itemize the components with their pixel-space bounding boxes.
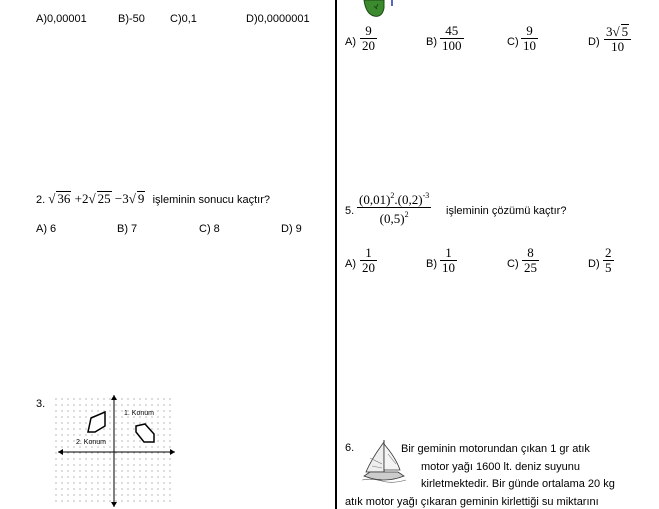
q5-a-num: 1 [365,245,372,260]
q5-b-den: 10 [442,260,455,275]
qtr-c-num: 9 [526,23,533,38]
q2-radicand-3: 9 [137,191,145,206]
qtr-label-c: C) [507,36,519,48]
q1-option-a[interactable]: A)0,00001 [36,13,87,25]
q5-numerator: $(0,01)^2.(0,2)^{-3}$ [359,191,430,207]
qtr-d-num: 3√ 5 [606,24,629,39]
q5-exp-den: 2 [404,210,409,219]
q2-number: 2. [36,194,46,206]
q5-number: 5. [345,205,355,217]
qtr-label-b: B) [426,36,437,48]
qtr-b-num: 45 [445,23,459,38]
qtr-option-a[interactable] [360,24,377,53]
q2-option-d[interactable]: D) 9 [281,223,302,235]
q2-option-c[interactable]: C) 8 [199,223,220,235]
qtr-option-b[interactable] [440,24,464,53]
q5-label-a: A) [345,258,356,270]
q5-exp-a: 2 [390,191,395,200]
qtr-option-d[interactable] [604,24,631,54]
q2-coef-3: 3 [122,191,129,206]
q2-option-b[interactable]: B) 7 [117,223,138,235]
qtr-d-radicand: 5 [621,24,629,39]
q2-expression: √ 36 +2√ 25 −3√ 9 [48,191,145,206]
cartoon-image [362,0,396,18]
q1-option-c[interactable]: C)0,1 [170,13,197,25]
q2-coef-2: 2 [81,191,89,206]
q5-option-a[interactable] [360,246,377,275]
q5-denominator [378,208,411,226]
qtr-option-c[interactable] [521,24,538,53]
qtr-c-den: 10 [523,38,536,53]
q6-number: 6. [345,442,355,454]
q5-text: işleminin çözümü kaçtır? [446,205,567,217]
coordinate-grid-figure [55,392,180,509]
q5-a-den: 20 [362,260,375,275]
q6-line-3: kirletmektedir. Bir günde ortalama 20 kg [421,478,615,490]
q6-line-4: atık motor yağı çıkaran geminin kirlettiği su miktarını [345,496,599,508]
q2-text: işleminin sonucu kaçtır? [152,194,270,206]
q5-d-num: 2 [605,245,612,260]
q2-option-a[interactable]: A) 6 [36,223,57,235]
q5-c-den: 25 [524,260,537,275]
qtr-b-den: 100 [442,38,462,53]
q5-expression [357,189,431,226]
qtr-a-num: 9 [365,23,372,38]
qtr-label-a: A) [345,36,356,48]
q5-option-d[interactable] [603,246,614,275]
label-2-konum: 2. Konum [76,439,106,446]
q6-line-1: Bir geminin motorundan çıkan 1 gr atık [401,443,590,455]
q6-line-2: motor yağı 1600 lt. deniz suyunu [421,461,580,473]
qtr-d-den: 10 [611,39,625,54]
q5-label-c: C) [507,258,519,270]
column-divider [335,0,337,509]
q5-exp-b: -3 [422,191,430,200]
q5-num-a: (0,01) [359,192,391,207]
sailboat-image [362,438,406,484]
label-1-konum: 1. Konum [124,410,154,417]
qtr-d-coef: 3 [606,24,613,39]
q2-radicand-1: 36 [57,191,71,206]
q5-option-c[interactable] [522,246,539,275]
q2-question [36,191,270,207]
q5-c-num: 8 [527,245,534,260]
q5-option-b[interactable] [440,246,457,275]
qtr-label-d: D) [588,36,600,48]
q1-option-b[interactable]: B)-50 [118,13,145,25]
q1-option-d[interactable]: D)0,0000001 [246,13,310,25]
q5-b-num: 1 [445,245,452,260]
q2-radicand-2: 25 [97,191,111,206]
q5-den-base: (0,5) [379,211,405,226]
q5-d-den: 5 [605,260,612,275]
q5-num-b: (0,2) [397,192,423,207]
q5-label-d: D) [588,258,600,270]
qtr-a-den: 20 [362,38,375,53]
q3-number: 3. [36,398,46,410]
q5-label-b: B) [426,258,437,270]
